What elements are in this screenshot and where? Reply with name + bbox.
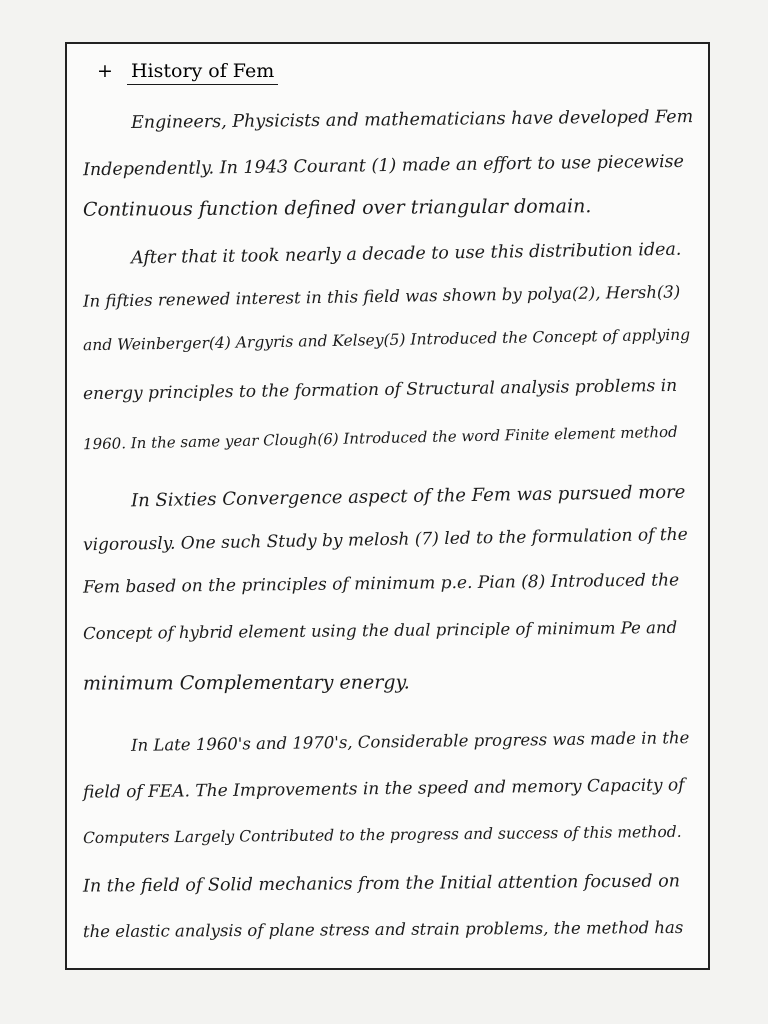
paragraph-1-line-2: Independently. In 1943 Courant (1) made an effort to use piecewise bbox=[82, 151, 685, 181]
page-sheet bbox=[65, 42, 710, 970]
paragraph-2-line-1: After that it took nearly a decade to use this distribution idea. bbox=[130, 239, 682, 269]
paragraph-3-line-3: Fem based on the principles of minimum p.e. Pian (8) Introduced the bbox=[82, 570, 680, 598]
heading-bullet: + bbox=[97, 60, 113, 82]
paragraph-2-line-3: and Weinberger(4) Argyris and Kelsey(5) Introduced the Concept of applying bbox=[82, 325, 691, 355]
paragraph-4-line-1: In Late 1960's and 1970's, Considerable progress was made in the bbox=[130, 728, 690, 755]
paragraph-4-line-3: Computers Largely Contributed to the progress and success of this method. bbox=[82, 822, 682, 848]
paragraph-3-line-1: In Sixties Convergence aspect of the Fem was pursued more bbox=[130, 481, 686, 512]
heading-text: History of Fem bbox=[127, 60, 278, 85]
paragraph-4-line-5: the elastic analysis of plane stress and strain problems, the method has bbox=[82, 917, 684, 942]
paragraph-2-line-5: 1960. In the same year Clough(6) Introduced the word Finite element method bbox=[82, 422, 678, 454]
paragraph-4-line-4: In the field of Solid mechanics from the Initial attention focused on bbox=[82, 871, 681, 897]
paragraph-1-line-1: Engineers, Physicists and mathematicians have developed Fem bbox=[130, 107, 694, 133]
paragraph-1-line-3: Continuous function defined over triangular domain. bbox=[82, 195, 592, 221]
paragraph-3-line-4: Concept of hybrid element using the dual principle of minimum Pe and bbox=[82, 617, 678, 644]
paragraph-3-line-2: vigorously. One such Study by melosh (7) led to the formulation of the bbox=[82, 524, 688, 556]
heading bbox=[97, 60, 278, 85]
paragraph-2-line-2: In fifties renewed interest in this field was shown by polya(2), Hersh(3) bbox=[82, 282, 681, 311]
paragraph-2-line-4: energy principles to the formation of Structural analysis problems in bbox=[82, 375, 678, 405]
paragraph-4-line-2: field of FEA. The Improvements in the speed and memory Capacity of bbox=[82, 775, 685, 803]
paragraph-3-line-5: minimum Complementary energy. bbox=[82, 671, 410, 695]
